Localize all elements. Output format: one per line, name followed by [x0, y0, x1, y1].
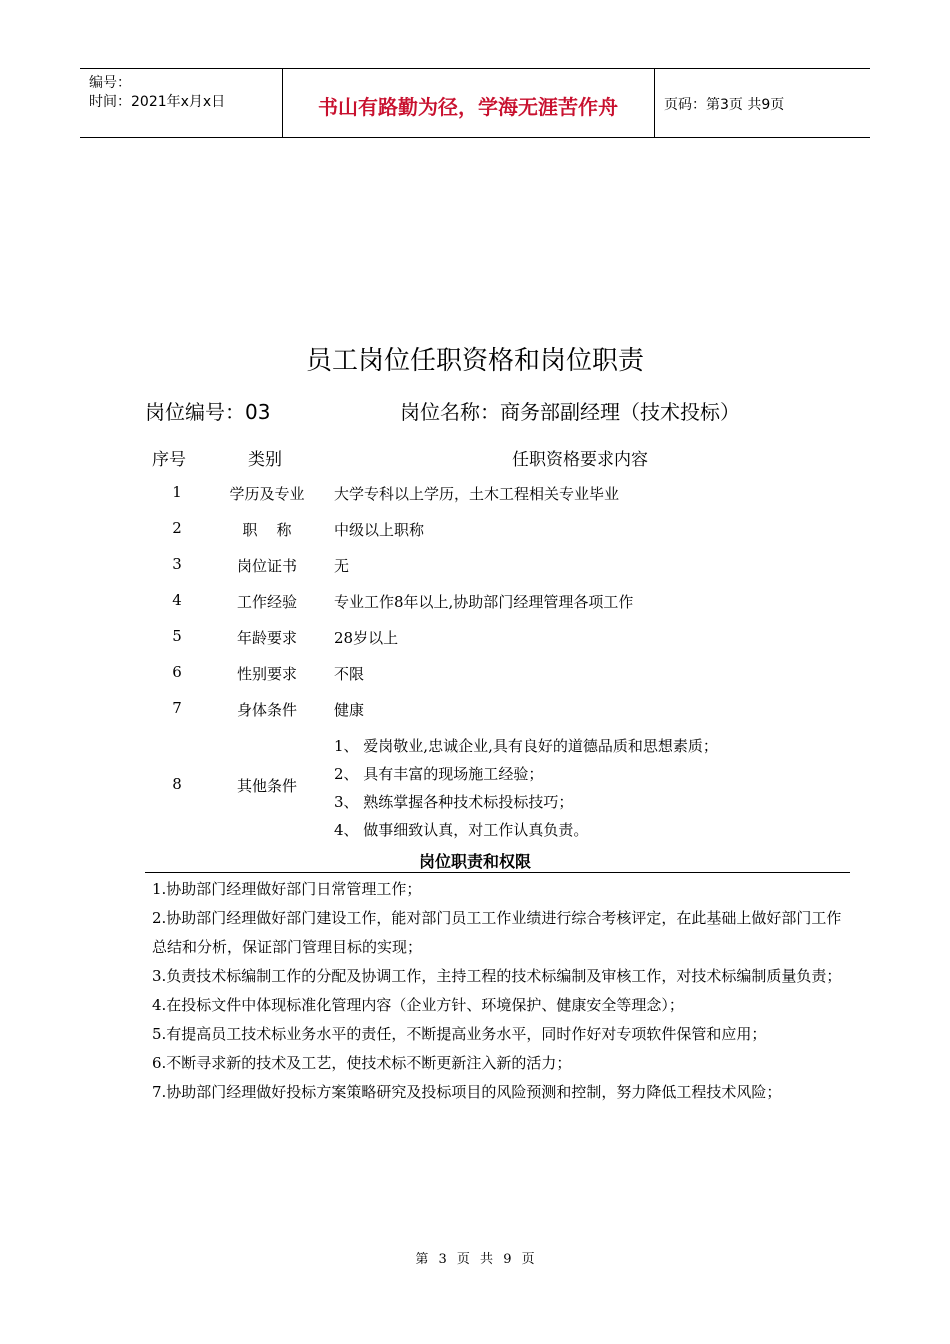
- duty-item: 2.协助部门经理做好部门建设工作，能对部门员工工作业绩进行综合考核评定，在此基础上做好部门工作总结和分析，保证部门管理目标的实现；: [152, 909, 842, 956]
- row-category: 职 称: [242, 521, 292, 539]
- duty-item: 5.有提高员工技术标业务水平的责任，不断提高业务水平，同时作好对专项软件保管和应用；: [152, 1025, 767, 1043]
- position-name: 岗位名称：商务部副经理（技术投标）: [400, 400, 740, 424]
- position-number: 岗位编号：03: [145, 400, 271, 424]
- header-box: [80, 68, 870, 138]
- row-number: 5: [172, 627, 182, 645]
- condition-item: 4、 做事细致认真，对工作认真负责。: [334, 821, 589, 839]
- duties-list: [152, 875, 847, 1107]
- table-row: [0, 519, 950, 555]
- row-number: 2: [172, 519, 182, 537]
- duties-title: 岗位职责和权限: [418, 852, 531, 871]
- table-row: [0, 699, 950, 735]
- duty-item: 4.在投标文件中体现标准化管理内容（企业方针、环境保护、健康安全等理念）；: [152, 996, 684, 1014]
- row-category: 年龄要求: [236, 629, 297, 647]
- duty-item: 6.不断寻求新的技术及工艺，使技术标不断更新注入新的活力；: [152, 1054, 572, 1072]
- row-number: 1: [172, 483, 182, 501]
- column-header-content: 任职资格要求内容: [512, 450, 648, 470]
- table-row: [0, 483, 950, 519]
- condition-item: 1、 爱岗敬业,忠诚企业,具有良好的道德品质和思想素质；: [334, 737, 718, 755]
- row-value: 28岁以上: [334, 629, 399, 647]
- row-number: 8: [172, 775, 182, 793]
- duty-item: 7.协助部门经理做好投标方案策略研究及投标项目的风险预测和控制，努力降低工程技术风险；: [152, 1083, 782, 1101]
- header-motto-cell: [282, 69, 655, 137]
- row-number: 6: [172, 663, 182, 681]
- table-row: [0, 555, 950, 591]
- row-value: 无: [334, 557, 350, 575]
- table-row: [0, 591, 950, 627]
- row-value: 健康: [334, 701, 365, 719]
- row-number: 7: [172, 699, 182, 717]
- page-footer: 第 3 页 共 9 页: [415, 1252, 535, 1267]
- table-row: [0, 663, 950, 699]
- row-category: 其他条件: [236, 777, 297, 795]
- condition-item: 3、 熟练掌握各种技术标投标技巧；: [334, 793, 574, 811]
- row-category: 身体条件: [236, 701, 297, 719]
- row-category: 性别要求: [236, 665, 297, 683]
- table-row: [0, 627, 950, 663]
- row-value: 中级以上职称: [334, 521, 425, 539]
- row-category: 学历及专业: [229, 485, 305, 503]
- row-number: 3: [172, 555, 182, 573]
- row-value: 不限: [334, 665, 365, 683]
- duty-item: 1.协助部门经理做好部门日常管理工作；: [152, 880, 422, 898]
- column-header-no: 序号: [152, 450, 186, 470]
- row-category: 岗位证书: [236, 557, 297, 575]
- duty-item: 3.负责技术标编制工作的分配及协调工作，主持工程的技术标编制及审核工作，对技术标编制质量负责；: [152, 967, 842, 985]
- header-info-cell: [80, 69, 283, 137]
- time-label: 时间：2021年x月x日: [89, 94, 226, 110]
- page-title: 员工岗位任职资格和岗位职责: [305, 346, 644, 376]
- condition-item: 2、 具有丰富的现场施工经验；: [334, 765, 544, 783]
- page-code: 页码：第3页 共9页: [664, 97, 785, 113]
- number-label: 编号：: [89, 75, 131, 91]
- motto: 书山有路勤为径，学海无涯苦作舟: [318, 95, 618, 119]
- table-row: [0, 735, 950, 845]
- header-page-cell: [654, 69, 870, 137]
- row-category: 工作经验: [236, 593, 297, 611]
- row-value: 大学专科以上学历，土木工程相关专业毕业: [334, 485, 620, 503]
- duties-divider: [145, 872, 850, 873]
- column-header-category: 类别: [248, 450, 282, 470]
- row-value: 专业工作8年以上,协助部门经理管理各项工作: [334, 593, 634, 611]
- row-number: 4: [172, 591, 182, 609]
